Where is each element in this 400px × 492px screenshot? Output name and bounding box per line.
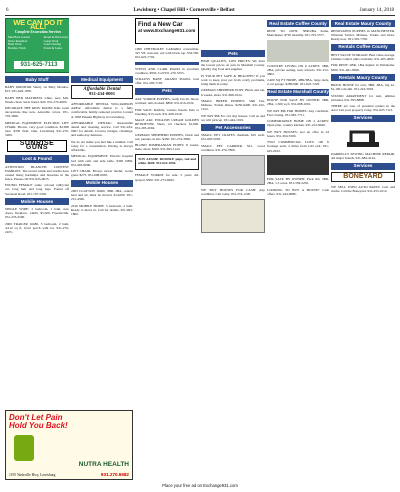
section-services: Services <box>331 115 395 122</box>
classified-listing: SINGLE WIDE: 2 bedroom, 1 bath, new doors, fireplace, 14x65, $5,500. Fayetteville. 931-276-4500. <box>5 207 69 220</box>
classified-listing: BEST VALUE STORAGE: Best value storage. Climate control units available. 931-205-4000. <box>331 52 395 61</box>
classified-listing: STEWS AND CLAIR PIANO in excellent condition, $950. Call 931-270-5555. <box>135 66 199 75</box>
classified-listing: STRAUSS BABY GRAND PIANO, best offer. 931-293-7103. <box>135 77 199 86</box>
classified-listing: RENOVATED PUPPIES in MANCHESTER, Wheaten Terrier, Maltese, Yorkie and more. Ready now. 931-303-7700. <box>331 29 395 42</box>
section-re-maury: Real Estate Maury County <box>331 20 395 27</box>
classified-listing: 1969 CHEVROLET CAMARO convertible, 327 V8, restored, red with black top. $32,500. 931-622-7702. <box>135 47 199 60</box>
affordable-dental-ad <box>71 85 133 99</box>
house-photo <box>267 40 329 62</box>
section-pets: Pets <box>135 88 199 95</box>
classified-listing: AFFORDABLE DENTAL WILLIAMSON AREA: Affordable dental is a fully comfortable family-centered practice located at 1958 Pulaski Highway in Lewisburg. <box>71 102 133 119</box>
classified-listing: MALE AKC ENGLISH CREAM GOLDEN RETRIEVER. Shots, vet checked. $1,000. 931-205-2004. <box>135 118 199 131</box>
page-date: January 14, 2018 <box>359 8 394 13</box>
nutra-address: 1195 Nashville Hwy, Lewisburg <box>9 473 56 477</box>
section-mobile-houses: Mobile Houses <box>5 198 69 205</box>
section-medical: Medical Equipment <box>71 76 133 83</box>
find-new-car-box <box>135 18 199 44</box>
classified-listing: TOY AUSSIE DOODLE pups, red and white. $600. 931-622-1050. <box>138 156 196 165</box>
wcdi-subtitle: Complete Excavation Services <box>14 30 62 35</box>
column-4 <box>201 18 265 480</box>
wcdi-phone: 931-625-7113 <box>14 61 64 69</box>
classified-listing: LIFT CHAIR: Brown, newer model, works great. $275. 931-698-0005. <box>71 169 133 178</box>
classified-listing: GERMAN SHEPHERD PUPPIES, black and red, parents on site. $450. 931-274-3006. <box>135 132 199 141</box>
section-re-coffee: Real Estate Coffee County <box>267 20 329 27</box>
sewing-machine-icon <box>343 124 383 150</box>
classified-listing: BLOND POMERANIAN PUPPY, 8 weeks, male, shots. $500. 931-693-1124. <box>135 143 199 152</box>
section-rentals-coffee: Rentals Coffee County <box>331 44 395 51</box>
classified-listing: MEDICAL EQUIPMENT ELECTRIC LIFT CHAIR. Brown, very good condition. $2,000 new, $350 firm. Oak, Lewisburg 931-270-5200. <box>5 120 69 138</box>
classified-listing: BRICK HOUSE for rent, 3BR, 2BA, big lot. $1,100 a month. 931-224-5003. <box>331 83 395 92</box>
classified-listing: THERE are tons of potential renters in the area! List your property today. 931-625-7113. <box>331 104 395 113</box>
section-re-marshall: Real Estate Marshall County <box>267 89 329 95</box>
nutra-headline-2: Hold You Back! <box>9 421 68 430</box>
classified-listing: DECORATE THE KIDS' ROOM: Kids room decorations like new. Adorable colors. 931-703-3990. <box>5 106 69 119</box>
classified-listing: COMFORTABLE HOME ON 2 ACRES: Open plan, country kitchen. 931-212-8040. <box>267 119 329 128</box>
bicycle-ad-photo <box>201 199 265 233</box>
page-footer: Place your free ad on Exchange931.com <box>162 483 238 488</box>
section-rentals-maury: Rentals Maury County <box>331 74 395 81</box>
classified-listing: DARRELL'S SEWING MACHINE REPAIR. All major brands. 931-684-4142. <box>331 151 395 161</box>
classified-listing: FEMALE YORKIE for sale, 5 years old, spayed. $300. 931-273-8945. <box>135 173 199 182</box>
classified-listing: WE BUY HOUSES FOR CASH: Any condition. Call today. 931-274-1220. <box>201 188 265 197</box>
classified-listing: SMALL PET CRATES, medium, $25 each. 931-693-5003. <box>201 133 265 142</box>
wcdi-item: Mud Barn Garden <box>8 35 30 40</box>
classified-listing: AKC YORKIE PUPPIES, ready Jan 20. Shots, wormed, tails docked. $800. 931-619-2522. <box>135 96 199 106</box>
nutra-health-ad <box>5 410 133 480</box>
classified-listing: BABY MONITOR Safety 1st Baby Monitor, $15. 931-629-1930. <box>5 85 69 94</box>
page-header <box>5 6 395 16</box>
boneyard-title: BONEYARD <box>343 172 383 180</box>
classified-listing: WE BUY HOUSES: Get an offer in 24 hours. 931-304-5500. <box>267 129 329 138</box>
classified-listing: TWO COMMERCIAL LOTS: 100 ft frontage each, 2 miles from I-65 exit. 931-625-0012. <box>267 140 329 153</box>
nutra-phone: 931.270.6682 <box>100 472 129 477</box>
section-pets-cont: Pets <box>201 50 265 57</box>
puppies-boxed-ad <box>135 154 199 171</box>
section-musical <box>135 62 199 65</box>
classified-listing: ATTENTION BLANCHS CONTEST FAMILIES. The recent winds and storms have caused many hardships and breaches in the fence. Please call 931-625-0015. <box>5 164 69 181</box>
column-3 <box>135 18 199 480</box>
affordable-title: Affordable Dental <box>83 87 121 93</box>
classified-listing: 2,400 SQ FT HOME, 4BR/3BA, large deck, 2-car garage. $289,900. 931-625-7220. <box>267 78 329 87</box>
classified-listing: SMALL PET CARRIER, $15. Good condition. 931-270-7800. <box>201 143 265 153</box>
boneyard-ad <box>331 172 395 182</box>
find-box-line1: Find a New Car <box>138 21 183 28</box>
wcdi-item: Backhoe Work <box>8 46 26 51</box>
wcdi-ad <box>5 18 69 73</box>
wcdi-title: WE CAN DO IT ALL! <box>13 18 63 32</box>
classified-listing: AFFORDABLE DENTAL: Reasonable dental and cleaning service. Call 931-434-0001 for details. Crowns, bridges, cleanings, and same day dentures. <box>71 121 133 138</box>
classified-listing: COUNTRY LIVING ON 6 ACRES: 3BR, 2BA, private setting, near schools. 931-212-4802. <box>267 63 329 76</box>
classified-listing: FOUND FEMALE some colored tabby/tan cat, long hair and long legs. Found off Swanson Road. 931-797-5595. <box>5 183 69 196</box>
classified-listing: WE PAY $$$ FOR HOMES: Any condition. Fast closing. 931-981-7711. <box>267 108 329 117</box>
classified-listing: HIGH QUALITY, LOW PRICES: We have the lowest prices on pets in Marshall County. Quality dog food and supplies. <box>201 59 265 72</box>
section-pet-accessories: Pet Accessories <box>201 124 265 131</box>
wcdi-item: Land Clearing <box>43 42 61 47</box>
section-boneyard-label: Services <box>331 163 395 170</box>
find-box-line2: at www.Exchange931.com <box>138 28 196 33</box>
section-baby-stuff: Baby Stuff <box>5 76 69 83</box>
classified-listing: LOOKING TO BUY A HOUSE? Cash offers. 931-444-8080. <box>267 187 329 196</box>
for-sale-sign-photo <box>267 155 329 175</box>
classified-listing: IS YOUR PET SAFE & HEALTHY? If you want to keep your pet from costly problems, bring them in today. <box>201 73 265 86</box>
classified-listing: 2016 MOBILE HOME: 3 bedroom, 2 bath. Ready to move in. Call for details. 931-993-1800. <box>71 203 133 216</box>
classified-listing: STUDIO APARTMENT for rent, utilities included. 931-393-8888. <box>331 93 395 102</box>
classified-listing: SMALL BREED PUPPIES: Shih Tzu, Maltese, Yorkie mixes. $250-$400. 931-222-1012. <box>201 99 265 112</box>
wcdi-item: Ponds & Lakes <box>43 46 62 51</box>
wcdi-item: Bush Work <box>8 42 22 47</box>
classified-listing: FOR SALE BY OWNER: Pack Rd, 3BR, 2BA, 1.5 acres. 931-359-2250. <box>267 177 329 186</box>
column-6 <box>331 18 395 480</box>
classified-listing: BABY BED MATTRESS white, new, $20. Needs clean. Serta brand. $20. 931-270-4600. <box>5 95 69 104</box>
paper-name: Lewisburg • Chapel Hill • Cornersville • Belfast <box>133 8 235 13</box>
wcdi-item: Grade Work <box>43 38 59 43</box>
classified-listing: WE PAY $$$ For old dog houses. Call us and we will pick up. 931-444-1919. <box>201 113 265 122</box>
puppy-photo <box>201 155 265 185</box>
page-number: 6 <box>6 8 9 13</box>
classified-listing: FOR RENT: 2BR, 1BA duplex in Tullahoma. $650. 931-461-0098. <box>331 63 395 72</box>
section-lost-found: Lost & Found <box>5 155 69 162</box>
classified-listing: HOUSE FOR SALE BY OWNER: 3BR, 2BA, 1,500 sq ft. 931-698-1001. <box>267 98 329 107</box>
nutra-headline-1: Don't Let Pain <box>9 413 63 422</box>
section-mobile-houses-2: Mobile Houses <box>71 180 133 187</box>
classified-listing: 2003 CLAYTON 16x80, 3BR, 2BA, central heat and air, must be moved. $14,000. 931-215-4590. <box>71 188 133 202</box>
classified-listing: MEDICAL EQUIPMENT: Electric hospital bed with rails and side table. $300 OBO. 931-993-8000. <box>71 154 133 167</box>
classified-listing: FOR SALE: Rabbits, various breeds. Pets or breeding. $15 each. 931-628-1020. <box>135 107 199 116</box>
column-5 <box>267 18 329 480</box>
nutra-name: NUTRA HEALTH <box>78 461 129 468</box>
affordable-phone: 931-434-0001 <box>88 91 116 97</box>
sunrise-guns-logo: SUNRISE GUNS <box>7 140 67 152</box>
classified-listing: RENT TO OWN: 3BR/2BA home, Manchester. $795 monthly. 931-703-5577. <box>267 29 329 38</box>
wcdi-item: Roads & Driveways <box>43 35 68 40</box>
wcdi-item: Drive Retention <box>8 38 28 43</box>
classified-listing: GERMAN SHEPHERD PUPS: Black and tan, 6 weeks, shots. 931-698-1024. <box>201 88 265 97</box>
classified-listing: WE SELL USED AUTO PARTS: Cars and trucks. Call the Boneyard. 931-455-1012. <box>331 184 395 193</box>
supplement-bottle-icon <box>14 435 34 461</box>
classified-listing: We do not make you feel like a number. Call today for a consultation. Pricing is always affordable. <box>71 139 133 152</box>
classified-listing: 2009 TRAILER 16x80, 3 bedroom, 2 bath, 4,214 sq ft, front porch with lot. 931-279-2225. <box>5 221 69 234</box>
